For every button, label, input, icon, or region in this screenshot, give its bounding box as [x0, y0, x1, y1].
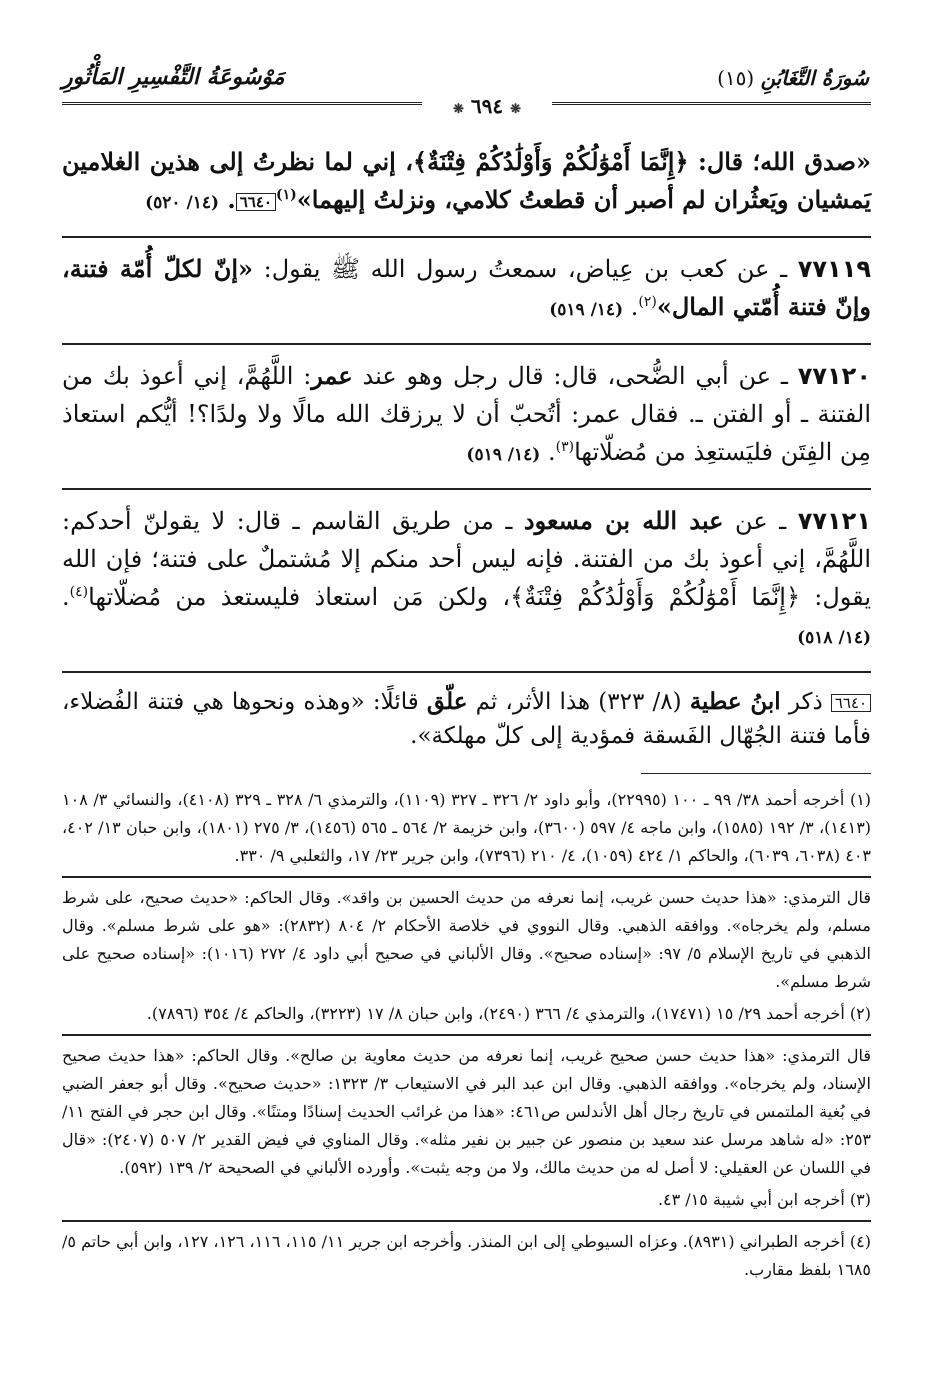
hadith-entry: ٧٧١٢١ ـ عن عبد الله بن مسعود ـ من طريق القاسم ـ قال: لا يقولنّ أحدكم: اللَّهُمَّ، إني أعوذ بك من الفتنة. فإنه ليس أحد منكم إلا مُشتملٌ على فتنة؛ فإن الله يقول: ﴿إِنَّمَا أَمْوَٰلُكُمْ وَأَوْلَٰدُكُمْ فِتْنَةٌ﴾، ولكن مَن استعاذ فليستعذ من مُضلّاتها$^{(٤)}$. (١٤/ ٥١٨): [62, 506, 871, 648]
hadith-quote: «إنّ لكلّ أُمّة فتنة، وإنّ فتنة أُمّتي المال»: [62, 254, 871, 321]
separator-rule: [62, 343, 871, 345]
source-reference: (١٤/ ٥١٨): [797, 628, 871, 648]
page-number-block: [422, 94, 552, 118]
footnote-1: (١) أخرجه أحمد ٣٨/ ٩٩ ـ ١٠٠ (٢٢٩٩٥)، وأبو داود ٢/ ٣٢٦ ـ ٣٢٧ (١١٠٩)، والترمذي ٦/ ٣٢٨ ـ ٣٢٩ (٤١٠٨)، والنسائي ٣/ ١٠٨ (١٤١٣)، ٣/ ١٩٢ (١٥٨٥)، وابن ماجه ٤/ ٥٩٧ (٣٦٠٠)، وابن خزيمة ٢/ ٥٦٤ ـ ٥٦٥ (١٤٥٦)، ٣/ ٢٧٥ (١٨٠١)، وابن حبان ١٣/ ٤٠٢، ٤٠٣ (٦٠٣٨، ٦٠٣٩)، والحاكم ١/ ٤٢٤ (١٠٥٩)، ٤/ ٢١٠ (٧٣٩٦)، وابن جرير ٢٣/ ١٧، والثعلبي ٩/ ٣٣٠.: [62, 790, 872, 865]
source-reference: (١٤/ ٥١٩): [549, 300, 624, 320]
sura-heading: [717, 66, 869, 90]
footnotes: [62, 786, 871, 1284]
footnote-2: (٢) أخرجه أحمد ٢٩/ ١٥ (١٧٤٧١)، والترمذي ٤/ ٣٦٦ (٢٤٩٠)، وابن حبان ٨/ ١٧ (٣٢٢٣)، والحاكم ٤/ ٣٥٤ (٧٨٩٦).: [146, 1004, 871, 1023]
scholar-name: ابنُ عطية: [689, 688, 781, 715]
footnote-marker[interactable]: (٣): [555, 439, 575, 455]
entry-text: ـ من طريق القاسم ـ قال: لا يقولنّ أحدكم: اللَّهُمَّ، إني أعوذ بك من الفتنة. فإنه ليس أحد منكم إلا مُشتملٌ على فتنة؛ فإن الله يقول: ﴿إِنَّمَا أَمْوَٰلُكُمْ وَأَوْلَٰدُكُمْ فِتْنَةٌ﴾، ولكن مَن استعاذ فليستعذ من مُضلّاتها: [62, 507, 871, 611]
entry-text: ـ عن كعب بن عِياض، سمعتُ رسول الله ﷺ يقول:: [263, 255, 788, 283]
ornament-icon: ❋: [453, 102, 464, 117]
separator-rule: [62, 236, 871, 238]
entry-number: ٧٧١١٩: [797, 255, 871, 283]
verse-number: (١٥): [717, 66, 755, 90]
note-text: ذكر: [788, 689, 823, 715]
narrator-name: عبد الله بن مسعود: [523, 506, 724, 535]
entry-number: ٧٧١٢٠: [797, 362, 871, 390]
footnote-4: (٤) أخرجه الطبراني (٨٩٣١). وعزاه السيوطي إلى ابن المنذر. وأخرجه ابن جرير ١١/ ١١٥، ١١٦، ١٢٦، ١٢٧، وابن أبي حاتم ٥/ ١٦٨٥ بلفظ مقارب.: [62, 1232, 872, 1279]
source-reference: (١٤/ ٥٢٠): [145, 193, 220, 213]
footnote-1-commentary: قال الترمذي: «هذا حديث حسن غريب، إنما نعرفه من حديث الحسين بن واقد». وقال الحاكم: «حديث صحيح، على شرط مسلم، ولم يخرجاه». ووافقه الذهبي. وقال النووي في خلاصة الأحكام ٢/ ٨٠٤ (٢٨٣٢): «هو على شرط مسلم». وقال الذهبي في تاريخ الإسلام ٥/ ٩٧: «إسناده صحيح». وقال الألباني في صحيح أبي داود ٤/ ٢٧٢ (١٠١٦): «إسناده صحيح على شرط مسلم».: [62, 888, 872, 991]
footnote-2-commentary: قال الترمذي: «هذا حديث حسن صحيح غريب، إنما نعرفه من حديث معاوية بن صالح». وقال الحاكم: «هذا حديث صحيح الإسناد، ولم يخرجاه». ووافقه الذهبي. وقال ابن عبد البر في الاستيعاب ٣/ ١٣٢٣: «حديث صحيح». وقال أبو جعفر الضبي في بُغية الملتمس في تاريخ رجال أهل الأندلس ص٤٦١: «هذا من غرائب الحديث إسنادًا ومتنًا». وقال ابن حجر في الفتح ١١/ ٢٥٣: «له شاهد مرسل عند سعيد بن منصور عن جبير بن نفير مثله». وقال المناوي في فيض القدير ٢/ ٥٠٧ (٢٤٠٧): «قال في اللسان عن العقيلي: لا أصل له من حديث مالك، ولا من وجه يثبت». وأورده الألباني في الصحيحة ٢/ ١٣٩ (٥٩٢).: [62, 1046, 872, 1177]
footnote-marker[interactable]: (٢): [638, 294, 657, 310]
entry-text: ـ عن: [735, 507, 787, 535]
page-number: ٦٩٤: [470, 94, 504, 118]
separator-rule: [62, 1220, 871, 1222]
source-reference: (١٤/ ٥١٩): [466, 445, 541, 465]
note-box-marker[interactable]: ٦٦٤٠: [236, 193, 276, 211]
note-separator: [62, 671, 871, 673]
footnote-marker[interactable]: (١): [275, 187, 297, 203]
footnote-rule: [641, 773, 871, 774]
footnote-marker[interactable]: (٤): [69, 584, 89, 600]
entry-text: : اللَّهُمَّ، إني أعوذ بك من الفتنة ـ أو الفتن ـ. فقال عمر: أتُحبّ أن لا يرزقك الله مالًا ولا ولدًا؟! أيُّكم استعاذ مِن الفِتَن فليَستعِذ من مُضلّاتها: [62, 362, 871, 466]
page-header: [62, 62, 871, 118]
hadith-entry: ٧٧١٢٠ ـ عن أبي الضُّحى، قال: قال رجل وهو عند عمر: اللَّهُمَّ، إني أعوذ بك من الفتنة ـ أو الفتن ـ. فقال عمر: أتُحبّ أن لا يرزقك الله مالًا ولا ولدًا؟! أيُّكم استعاذ مِن الفِتَن فليَستعِذ من مُضلّاتها$^{(٣)}$. (١٤/ ٥١٩): [62, 361, 871, 466]
book-page: [62, 62, 871, 1384]
sura-name: سُورَةُ التَّغَابُنِ: [760, 66, 869, 90]
entry-number: ٧٧١٢١: [797, 507, 871, 535]
note-box-label: ٦٦٤٠: [831, 694, 871, 712]
paragraph-continuation: «صدق الله؛ قال: ﴿إِنَّمَا أَمْوَٰلُكُمْ وَأَوْلَٰدُكُمْ فِتْنَةٌ﴾، إني لما نظرتُ إلى هذين الغلامين يَمشيان ويَعثُران لم أصبر أن قطعتُ كلامي، ونزلتُ إليهما»$^{(١)}$٦٦٤٠. (١٤/ ٥٢٠): [62, 147, 871, 214]
separator-rule: [62, 488, 871, 490]
paragraph-text: «صدق الله؛ قال: ﴿إِنَّمَا أَمْوَٰلُكُمْ وَأَوْلَٰدُكُمْ فِتْنَةٌ﴾، إني لما نظرتُ إلى هذين الغلامين يَمشيان ويَعثُران لم أصبر أن قطعتُ كلامي، ونزلتُ إليهما»: [62, 147, 871, 214]
book-title: مَوْسُوعَةُ التَّفْسِيرِ المَأْثُورِ: [62, 64, 285, 90]
entry-text: ـ عن أبي الضُّحى، قال: قال رجل وهو عند: [362, 362, 788, 390]
note-keyword: علّق: [426, 688, 468, 715]
note-text: (٨/ ٣٢٣) هذا الأثر، ثم: [475, 689, 682, 715]
separator-rule: [62, 876, 871, 878]
separator-rule: [62, 1034, 871, 1036]
footnote-3: (٣) أخرجه ابن أبي شيبة ١٥/ ٤٣.: [657, 1190, 871, 1209]
narrator-name: عمر: [311, 361, 353, 390]
hadith-entry: ٧٧١١٩ ـ عن كعب بن عِياض، سمعتُ رسول الله ﷺ يقول: «إنّ لكلّ أُمّة فتنة، وإنّ فتنة أُمّتي المال»$^{(٢)}$. (١٤/ ٥١٩): [62, 254, 871, 321]
commentary-note: [62, 685, 871, 753]
ornament-icon: ❋: [510, 102, 521, 117]
main-text: [62, 143, 871, 657]
note-text: قائلًا: «وهذه ونحوها هي فتنة الفُضلاء، فأما فتنة الجُهّال الفَسقة فمؤدية إلى كلّ مهلكة».: [62, 689, 871, 749]
